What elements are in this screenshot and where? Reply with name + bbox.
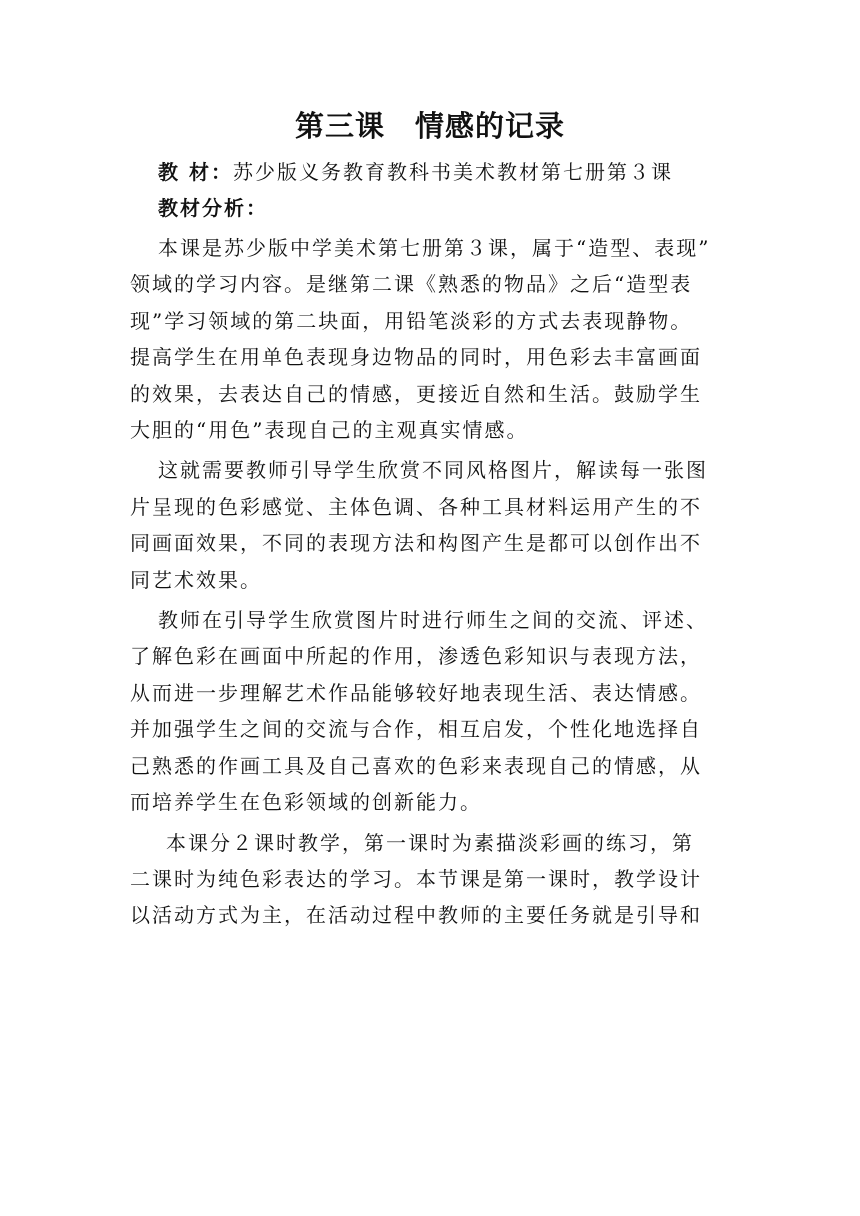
paragraph-3	[130, 602, 730, 820]
paragraph-line: 同艺术效果。	[130, 567, 262, 592]
paragraph-line: 本课分２课时教学，第一课时为素描淡彩画的练习，第	[166, 830, 694, 855]
paragraph-1	[130, 230, 730, 448]
paragraph-line: 己熟悉的作画工具及自己喜欢的色彩来表现自己的情感，从	[130, 753, 702, 778]
paragraph-line: 教师在引导学生欣赏图片时进行师生之间的交流、评述、	[158, 608, 708, 633]
paragraph-line: 以活动方式为主，在活动过程中教师的主要任务就是引导和	[130, 903, 702, 928]
document-page	[130, 100, 730, 934]
paragraph-line: 大胆的“用色”表现自己的主观真实情感。	[130, 418, 529, 443]
material-value: 苏少版义务教育教科书美术教材第七册第３课	[232, 160, 673, 184]
paragraph-line: 而培养学生在色彩领域的创新能力。	[130, 790, 482, 815]
material-line	[130, 154, 730, 190]
paragraph-line: 领域的学习内容。是继第二课《熟悉的物品》之后“造型表	[130, 272, 693, 297]
paragraph-line: 了解色彩在画面中所起的作用，渗透色彩知识与表现方法，	[130, 644, 702, 669]
paragraph-line: 的效果，去表达自己的情感，更接近自然和生活。鼓励学生	[130, 381, 702, 406]
paragraph-line: 片呈现的色彩感觉、主体色调、各种工具材料运用产生的不	[130, 494, 702, 519]
paragraph-line: 提高学生在用单色表现身边物品的同时，用色彩去丰富画面	[130, 345, 702, 370]
paragraph-line: 从而进一步理解艺术作品能够较好地表现生活、表达情感。	[130, 680, 702, 705]
paragraph-line: 本课是苏少版中学美术第七册第３课，属于“造型、表现”	[158, 236, 711, 260]
paragraph-line: 二课时为纯色彩表达的学习。本节课是第一课时，教学设计	[130, 866, 702, 891]
paragraph-line: 同画面效果，不同的表现方法和构图产生是都可以创作出不	[130, 531, 702, 556]
paragraph-line: 这就需要教师引导学生欣赏不同风格图片，解读每一张图	[158, 458, 708, 483]
analysis-heading: 教材分析：	[158, 196, 268, 220]
material-label: 教 材：	[158, 160, 233, 184]
paragraph-2	[130, 452, 730, 598]
document-title: 第三课 情感的记录	[294, 109, 565, 143]
paragraph-4	[130, 825, 730, 934]
paragraph-line: 并加强学生之间的交流与合作，相互启发，个性化地选择自	[130, 717, 702, 742]
paragraph-line: 现”学习领域的第二块面，用铅笔淡彩的方式去表现静物。	[130, 308, 693, 333]
